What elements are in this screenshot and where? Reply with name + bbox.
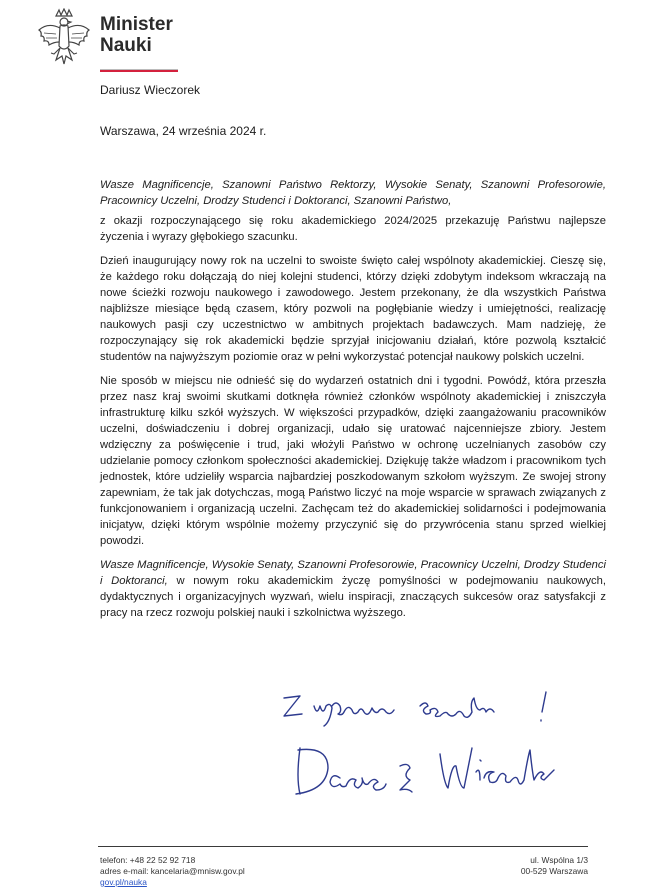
office-title: Minister Nauki — [100, 14, 173, 56]
letter-body — [100, 177, 606, 629]
footer-email[interactable]: adres e-mail: kancelaria@mnisw.gov.pl — [100, 866, 245, 876]
letter-paragraph: Nie sposób w miejscu nie odnieść się do wydarzeń ostatnich dni i tygodni. Powódź, która przeszła przez nasz kraj swoimi skutkami dotknęła również członków wspólnoty akademickiej i zniszczyła infrastrukturę kilku szkół wyższych. W większości przypadków, dzięki zaangażowaniu pracowników uczelni, doświadczeniu i dobrej organizacji, udało się uratować najcenniejsze zbiory. Jestem wdzięczny za poświęcenie i trud, jaki włożyli Państwo w ochronę uczelnianych zasobów czy udzielanie pomocy członkom społeczności akademickiej. Dziękuję także władzom i pracownikom tych jednostek, które udzieliły wsparcia najbardziej poszkodowanym szkołom wyższym. Ze swojej strony zapewniam, że tak jak dotychczas, mogą Państwo liczyć na moje wsparcie w sprawach związanych z funkcjonowaniem i organizacją uczelni. Zachęcam też do akademickiej solidarności i podejmowania inicjatyw, dzięki którym wspólnie możemy przyczynić się do przywrócenia stanu sprzed wielkiej powodzi. — [100, 375, 606, 547]
footer-address — [521, 855, 588, 877]
letter-paragraph: Dzień inaugurujący nowy rok na uczelni to swoiste święto całej wspólnoty akademickiej. Cieszę się, że każdego roku dołączają do niej kolejni studenci, którzy dzięki zdobytym indeksom wkraczają na nowe ścieżki rozwoju naukowego i zawodowego. Jestem przekonany, że dla wszystkich Państwa najbliższe miesiące będą czasem, który pozwoli na pogłębianie wiedzy i umiejętności, realizację naukowych pasji czy uczestnictwo w ambitnych projektach badawczych. Mam nadzieję, że rozpoczynający się rok akademicki będzie sprzyjał inicjowaniu działań, które pozwolą kształcić studentów na najwyższym poziomie oraz w pełni wykorzystać potencjał naukowy polskich uczelni. — [100, 255, 606, 363]
place-date: Warszawa, 24 września 2024 r. — [100, 124, 267, 138]
letterhead — [36, 8, 336, 78]
footer-street: ul. Wspólna 1/3 — [530, 855, 588, 865]
letter-paragraph — [100, 557, 606, 621]
footer-postal: 00-529 Warszawa — [520, 866, 588, 876]
footer-phone: telefon: +48 22 52 92 718 — [100, 855, 196, 865]
handwritten-signature — [270, 680, 630, 810]
closing-wishes: w nowym roku akademickim życzę pomyślności w podejmowaniu naukowych, dydaktycznych i organizacyjnych wyzwań, wielu inspiracji, znaczących sukcesów oraz satysfakcji z pracy na rzecz rozwoju polskiej nauki i szkolnictwa wyższego. — [100, 575, 606, 619]
letter-greeting: Wasze Magnificencje, Szanowni Państwo Rektorzy, Wysokie Senaty, Szanowni Profesorowie, Pracownicy Uczelni, Drodzy Studenci i Doktoranci, Szanowni Państwo, — [100, 179, 606, 207]
closing-salutation: Wasze Magnificencje, Wysokie Senaty, Szanowni Profesorowie, Pracownicy Uczelni, Drodzy Studenci i Doktoranci, — [100, 559, 606, 587]
white-eagle-emblem-icon — [36, 8, 92, 74]
letter-paragraph: z okazji rozpoczynającego się roku akademickiego 2024/2025 przekazuję Państwu najlepsze życzenia i wyrazy głębokiego szacunku. — [100, 215, 606, 243]
flag-divider — [100, 69, 178, 72]
footer-website-link[interactable]: gov.pl/nauka — [100, 877, 147, 887]
author-name: Dariusz Wieczorek — [100, 83, 201, 97]
footer-contact — [100, 855, 245, 888]
footer-divider — [98, 846, 588, 847]
